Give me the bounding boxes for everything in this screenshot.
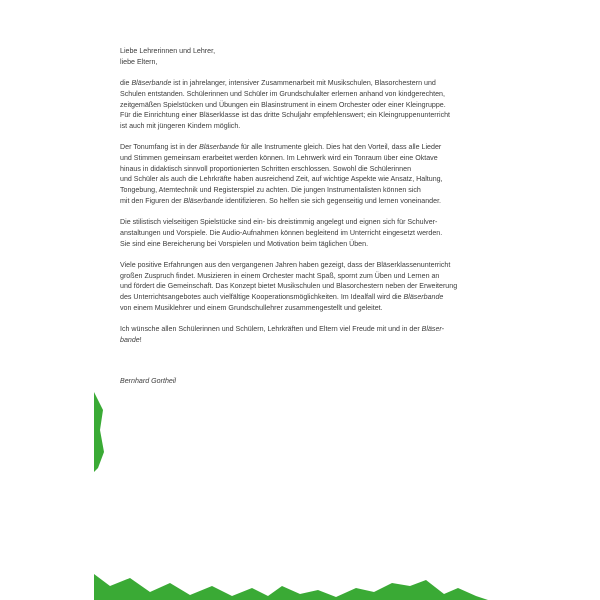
text-segment: und Schüler als auch die Lehrkräfte haben ausreichend Zeit, auf wichtige Aspekte wie Ansatz, Haltung, (120, 175, 443, 184)
text-line (120, 217, 492, 228)
text-line (120, 292, 492, 303)
text-segment: die (120, 79, 132, 88)
text-line (120, 335, 492, 346)
text-segment: und fördert die Gemeinschaft. Das Konzept bietet Musikschulen und Blasorchestern neben der Erweiterung (120, 282, 458, 291)
text-segment: Tongebung, Atemtechnik und Registerspiel zu achten. Die jungen Instrumentalisten können sich (120, 186, 421, 195)
text-line (120, 164, 492, 175)
text-segment: identifizieren. So helfen sie sich gegenseitig und lernen voneinander. (223, 196, 442, 205)
text-segment: anstaltungen und Vorspiele. Die Audio-Aufnahmen können begleitend im Unterricht eingesetzt werden. (120, 228, 443, 237)
text-segment: ist auch mit jüngeren Kindern möglich. (120, 121, 241, 130)
text-segment: Viele positive Erfahrungen aus den vergangenen Jahren haben gezeigt, dass der Bläserklassenunterricht (120, 261, 451, 269)
text-segment: Schulen entstanden. Schülerinnen und Schüler im Grundschulalter erlernen anhand von kindgerechten, (120, 89, 445, 98)
salutation-line: liebe Eltern, (120, 57, 158, 66)
text-segment: des Unterrichtsangebotes auch vielfältige Kooperationsmöglichkeiten. Im Idealfall wird die (120, 293, 404, 302)
text-segment: ist in jahrelanger, intensiver Zusammenarbeit mit Musikschulen, Blasorchestern und (171, 79, 436, 88)
signature: Bernhard Gortheil (120, 376, 176, 385)
letter (120, 46, 492, 386)
text-line (120, 260, 492, 271)
paragraph-4 (120, 260, 492, 314)
paragraph-5 (120, 324, 492, 345)
emphasis-text: Bläserbande (183, 196, 224, 205)
text-segment: und Stimmen gemeinsam erarbeitet werden können. Im Lehrwerk wird ein Tonraum über eine Oktave (120, 154, 438, 162)
text-line (120, 271, 492, 282)
text-segment: großen Zuspruch findet. Musizieren in einem Orchester macht Spaß, spornt zum Üben und Lernen an (120, 271, 440, 280)
text-segment: ! (139, 335, 142, 344)
emphasis-text: Bläserbande (131, 79, 172, 88)
text-line (120, 121, 492, 132)
text-segment: Der Tonumfang ist in der (120, 143, 200, 152)
text-line (120, 303, 492, 314)
text-line (120, 100, 492, 111)
text-line (120, 110, 492, 121)
emphasis-text: Bläser- (421, 325, 445, 334)
letter-body (120, 78, 492, 346)
text-segment: Sie sind eine Bereicherung bei Vorspielen und Motivation beim täglichen Üben. (120, 239, 369, 248)
emphasis-text: Bläserbande (403, 293, 444, 302)
emphasis-text: bande (120, 335, 140, 344)
text-line (120, 142, 492, 153)
text-segment: Für die Einrichtung einer Bläserklasse ist das dritte Schuljahr empfehlenswert; ein Kleingruppenunterricht (120, 111, 451, 120)
text-segment: für alle Instrumente gleich. Dies hat den Vorteil, dass alle Lieder (238, 143, 442, 152)
text-segment: von einem Musiklehrer und einem Grundschullehrer zusammengestellt und geleitet. (120, 303, 383, 312)
text-line (120, 196, 492, 207)
green-side-shape (94, 392, 104, 472)
paragraph-1 (120, 78, 492, 132)
text-segment: zeitgemäßen Spielstücken und Übungen ein Blasinstrument in einem Orchester oder einer Kleingruppe. (120, 100, 446, 109)
text-line (120, 174, 492, 185)
text-line (120, 185, 492, 196)
green-bottom-shape (94, 574, 488, 600)
text-line (120, 228, 492, 239)
text-line (120, 153, 492, 164)
emphasis-text: Bläserbande (199, 143, 239, 152)
text-segment: Ich wünsche allen Schülerinnen und Schülern, Lehrkräften und Eltern viel Freude mit und in der (120, 325, 422, 334)
text-line (120, 78, 492, 89)
text-segment: hinaus in didaktisch sinnvoll proportionierten Schritten erschlossen. Sowohl die Schülerinnen (120, 164, 412, 173)
paragraph-3 (120, 217, 492, 249)
text-segment: Die stilistisch vielseitigen Spielstücke sind ein- bis dreistimmig angelegt und eignen sich für Schulver- (120, 218, 438, 227)
text-line (120, 281, 492, 292)
salutation (120, 46, 492, 67)
paragraph-2 (120, 142, 492, 206)
text-line (120, 324, 492, 335)
salutation-line: Liebe Lehrerinnen und Lehrer, (120, 47, 216, 55)
text-segment: mit den Figuren der (120, 196, 184, 205)
text-line (120, 89, 492, 100)
text-line (120, 239, 492, 250)
